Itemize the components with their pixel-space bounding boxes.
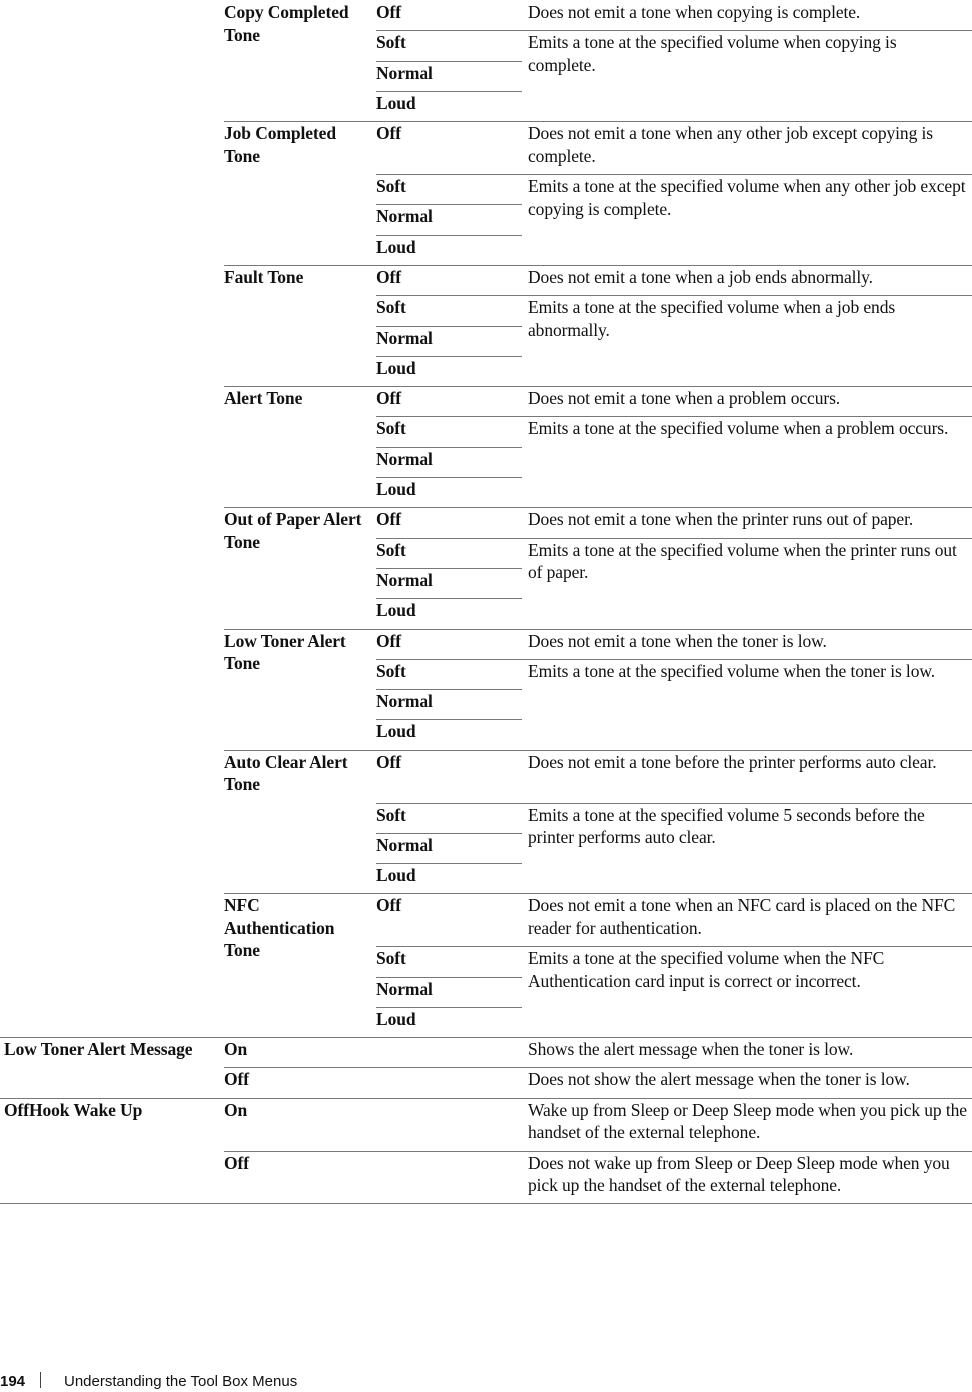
volume-description: Emits a tone at the specified volume when a job ends abnormally.: [528, 297, 896, 340]
setting-value-normal: Normal: [376, 448, 433, 469]
setting-value-normal: Normal: [376, 978, 433, 999]
setting-name: Low Toner Alert Tone: [224, 630, 346, 673]
setting-value-normal: Normal: [376, 691, 433, 712]
setting-value-normal: Normal: [376, 834, 433, 855]
setting-name: Auto Clear Alert Tone: [224, 751, 348, 795]
setting-name: Copy Completed Tone: [224, 2, 349, 45]
setting-value-loud: Loud: [376, 721, 416, 742]
setting-value-loud: Loud: [376, 865, 416, 886]
setting-value-off: Off: [376, 751, 401, 772]
off-description: Does not emit a tone when the toner is low.: [528, 630, 827, 651]
setting-value-soft: Soft: [376, 418, 406, 439]
setting-name: NFC Authentication Tone: [224, 895, 335, 961]
setting-value-loud: Loud: [376, 92, 416, 113]
setting-value-off: Off: [376, 388, 401, 409]
setting-value-off: Off: [376, 266, 401, 287]
setting-value-off: Off: [376, 630, 401, 651]
group-divider: [0, 1037, 224, 1038]
volume-description: Emits a tone at the specified volume when a problem occurs.: [528, 418, 949, 439]
volume-description: Emits a tone at the specified volume when the toner is low.: [528, 660, 936, 681]
volume-description: Emits a tone at the specified volume when copying is complete.: [528, 32, 897, 75]
setting-value-on: On: [224, 1099, 248, 1120]
off-description: Does not emit a tone before the printer performs auto clear.: [528, 751, 937, 772]
off-description: Does not emit a tone when any other job except copying is complete.: [528, 123, 933, 166]
volume-description: Emits a tone at the specified volume 5 seconds before the printer performs auto clear.: [528, 804, 925, 847]
setting-value-loud: Loud: [376, 236, 416, 257]
setting-description: Does not wake up from Sleep or Deep Sleep mode when you pick up the handset of the external telephone.: [528, 1152, 950, 1195]
footer-separator: [40, 1372, 41, 1388]
setting-value-loud: Loud: [376, 1008, 416, 1029]
off-description: Does not emit a tone when copying is complete.: [528, 2, 861, 22]
setting-value-normal: Normal: [376, 327, 433, 348]
off-description: Does not emit a tone when the printer runs out of paper.: [528, 509, 914, 530]
setting-value-loud: Loud: [376, 357, 416, 378]
setting-value-on: On: [224, 1039, 248, 1060]
setting-value-soft: Soft: [376, 948, 406, 969]
group-divider: [0, 1203, 972, 1204]
setting-value-loud: Loud: [376, 600, 416, 621]
setting-name: Low Toner Alert Message: [4, 1039, 193, 1060]
setting-value-normal: Normal: [376, 569, 433, 590]
off-description: Does not emit a tone when a problem occurs.: [528, 388, 841, 409]
setting-name: Alert Tone: [224, 388, 303, 409]
setting-value-off: Off: [224, 1069, 249, 1090]
setting-value-off: Off: [376, 895, 401, 916]
setting-description: Does not show the alert message when the toner is low.: [528, 1069, 910, 1090]
setting-name: Fault Tone: [224, 266, 304, 287]
volume-description: Emits a tone at the specified volume when the NFC Authentication card input is correct or incorrect.: [528, 948, 885, 991]
volume-description: Emits a tone at the specified volume when any other job except copying is complete.: [528, 176, 966, 219]
setting-value-soft: Soft: [376, 297, 406, 318]
setting-description: Wake up from Sleep or Deep Sleep mode when you pick up the handset of the external telephone.: [528, 1099, 967, 1143]
setting-value-off: Off: [376, 2, 401, 22]
setting-value-soft: Soft: [376, 804, 406, 825]
setting-name: OffHook Wake Up: [4, 1099, 143, 1120]
off-description: Does not emit a tone when an NFC card is placed on the NFC reader for authentication.: [528, 895, 956, 938]
setting-description: Shows the alert message when the toner is low.: [528, 1039, 854, 1060]
off-description: Does not emit a tone when a job ends abnormally.: [528, 266, 873, 287]
setting-value-normal: Normal: [376, 206, 433, 227]
chapter-title: Understanding the Tool Box Menus: [64, 1373, 298, 1390]
setting-name: Out of Paper Alert Tone: [224, 509, 362, 552]
setting-value-off: Off: [376, 123, 401, 144]
setting-name: Job Completed Tone: [224, 123, 336, 166]
setting-value-soft: Soft: [376, 539, 406, 560]
setting-value-soft: Soft: [376, 32, 406, 53]
setting-value-off: Off: [376, 509, 401, 530]
setting-value-soft: Soft: [376, 660, 406, 681]
page-number: 194: [0, 1373, 26, 1390]
setting-value-off: Off: [224, 1152, 249, 1173]
setting-value-normal: Normal: [376, 62, 433, 83]
volume-description: Emits a tone at the specified volume when the printer runs out of paper.: [528, 539, 957, 583]
setting-value-soft: Soft: [376, 176, 406, 196]
setting-value-loud: Loud: [376, 479, 416, 499]
